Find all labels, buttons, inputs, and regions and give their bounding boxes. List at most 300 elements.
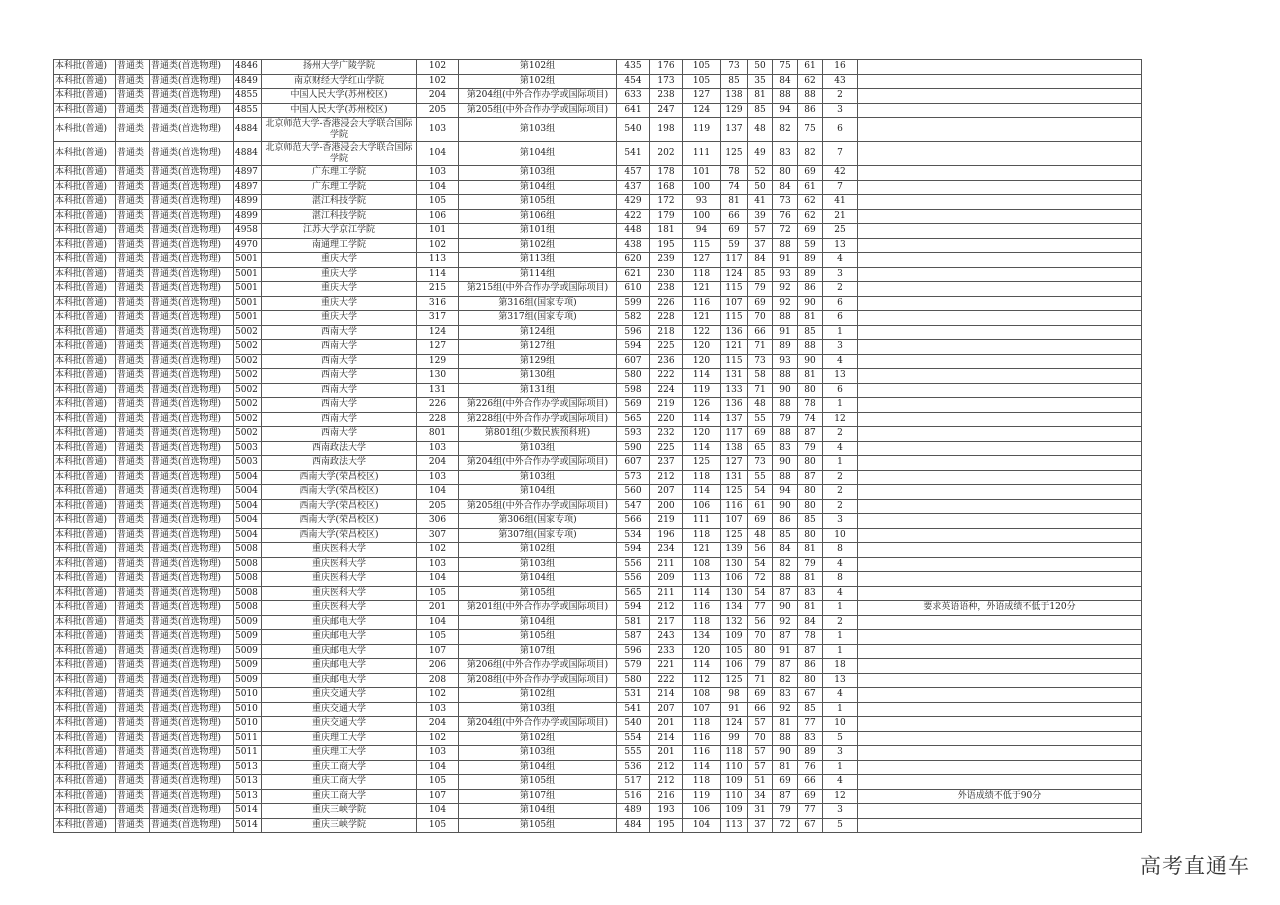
cell-chinese-math: 212 [650,760,683,775]
cell-group-code: 114 [417,267,459,282]
cell-group-code: 103 [417,166,459,181]
cell-foreign-language: 85 [748,267,773,282]
cell-school-code: 5002 [234,340,262,355]
cell-batch: 本科批(普通) [54,253,116,268]
cell-group-code: 129 [417,354,459,369]
cell-subject-type: 普通类(首选物理) [150,369,234,384]
cell-chinese-math: 211 [650,557,683,572]
cell-remarks [858,282,1142,297]
cell-school-name: 北京师范大学-香港浸会大学联合国际学院 [262,142,417,166]
cell-school-code: 5014 [234,804,262,819]
cell-batch: 本科批(普通) [54,499,116,514]
cell-school-name: 西南大学 [262,383,417,398]
cell-subject-type: 普通类(首选物理) [150,209,234,224]
table-row [54,166,1142,181]
cell-remarks [858,441,1142,456]
cell-group-code: 102 [417,238,459,253]
table-row [54,267,1142,282]
cell-rank: 6 [823,296,858,311]
cell-chinese: 114 [683,485,721,500]
cell-foreign-language: 71 [748,383,773,398]
cell-second-subject: 83 [798,586,823,601]
cell-remarks [858,103,1142,118]
cell-group-name: 第317组(国家专项) [459,311,617,326]
table-row [54,103,1142,118]
cell-group-name: 第104组 [459,760,617,775]
cell-school-name: 重庆工商大学 [262,775,417,790]
cell-math: 121 [721,340,748,355]
cell-group-name: 第226组(中外合作办学或国际项目) [459,398,617,413]
cell-total-score: 531 [617,688,650,703]
cell-math: 106 [721,659,748,674]
cell-chinese: 107 [683,702,721,717]
cell-remarks [858,398,1142,413]
cell-chinese: 120 [683,354,721,369]
cell-category: 普通类 [116,118,150,142]
cell-total-score: 547 [617,499,650,514]
cell-group-code: 104 [417,615,459,630]
cell-chinese-math: 237 [650,456,683,471]
cell-total-score: 541 [617,702,650,717]
cell-group-code: 104 [417,180,459,195]
cell-foreign-language: 37 [748,238,773,253]
cell-remarks [858,456,1142,471]
cell-foreign-language: 73 [748,354,773,369]
cell-math: 91 [721,702,748,717]
cell-math: 85 [721,74,748,89]
cell-chinese-math: 195 [650,818,683,833]
cell-first-subject: 76 [773,209,798,224]
cell-second-subject: 90 [798,296,823,311]
cell-remarks [858,499,1142,514]
table-row [54,412,1142,427]
cell-group-code: 105 [417,195,459,210]
cell-subject-type: 普通类(首选物理) [150,427,234,442]
cell-group-name: 第105组 [459,775,617,790]
cell-second-subject: 86 [798,103,823,118]
cell-chinese-math: 193 [650,804,683,819]
cell-rank: 8 [823,543,858,558]
cell-school-code: 5002 [234,354,262,369]
cell-group-name: 第205组(中外合作办学或国际项目) [459,499,617,514]
cell-group-code: 130 [417,369,459,384]
cell-foreign-language: 55 [748,412,773,427]
cell-subject-type: 普通类(首选物理) [150,615,234,630]
cell-first-subject: 91 [773,253,798,268]
table-row [54,209,1142,224]
cell-school-code: 5009 [234,673,262,688]
cell-math: 98 [721,688,748,703]
cell-chinese: 118 [683,615,721,630]
cell-group-name: 第204组(中外合作办学或国际项目) [459,456,617,471]
cell-subject-type: 普通类(首选物理) [150,470,234,485]
table-row [54,702,1142,717]
cell-rank: 4 [823,688,858,703]
cell-category: 普通类 [116,470,150,485]
cell-school-code: 5008 [234,572,262,587]
cell-chinese-math: 201 [650,746,683,761]
cell-rank: 21 [823,209,858,224]
cell-chinese: 112 [683,673,721,688]
cell-group-name: 第105组 [459,818,617,833]
cell-chinese: 104 [683,818,721,833]
cell-chinese: 116 [683,746,721,761]
cell-first-subject: 88 [773,398,798,413]
cell-school-code: 5004 [234,499,262,514]
cell-group-name: 第306组(国家专项) [459,514,617,529]
cell-school-code: 5009 [234,644,262,659]
cell-batch: 本科批(普通) [54,644,116,659]
cell-group-code: 104 [417,804,459,819]
cell-second-subject: 87 [798,470,823,485]
cell-math: 66 [721,209,748,224]
cell-category: 普通类 [116,60,150,75]
cell-chinese-math: 209 [650,572,683,587]
cell-math: 74 [721,180,748,195]
cell-chinese-math: 224 [650,383,683,398]
cell-subject-type: 普通类(首选物理) [150,586,234,601]
cell-rank: 4 [823,253,858,268]
cell-school-code: 5004 [234,514,262,529]
cell-total-score: 621 [617,267,650,282]
cell-chinese: 105 [683,74,721,89]
cell-category: 普通类 [116,180,150,195]
cell-chinese-math: 201 [650,717,683,732]
table-row [54,717,1142,732]
cell-category: 普通类 [116,485,150,500]
cell-first-subject: 82 [773,557,798,572]
cell-total-score: 566 [617,514,650,529]
cell-category: 普通类 [116,398,150,413]
cell-category: 普通类 [116,74,150,89]
table-row [54,659,1142,674]
table-row [54,644,1142,659]
cell-school-name: 重庆交通大学 [262,717,417,732]
table-row [54,325,1142,340]
cell-batch: 本科批(普通) [54,412,116,427]
cell-school-code: 5002 [234,427,262,442]
cell-batch: 本科批(普通) [54,238,116,253]
cell-school-code: 5004 [234,470,262,485]
cell-subject-type: 普通类(首选物理) [150,441,234,456]
cell-math: 115 [721,354,748,369]
cell-chinese-math: 216 [650,789,683,804]
cell-second-subject: 89 [798,267,823,282]
cell-subject-type: 普通类(首选物理) [150,543,234,558]
cell-group-code: 228 [417,412,459,427]
cell-foreign-language: 39 [748,209,773,224]
cell-second-subject: 88 [798,89,823,104]
cell-school-code: 5001 [234,311,262,326]
cell-chinese-math: 218 [650,325,683,340]
cell-chinese-math: 172 [650,195,683,210]
cell-total-score: 556 [617,572,650,587]
cell-chinese-math: 247 [650,103,683,118]
cell-school-name: 西南政法大学 [262,456,417,471]
cell-school-code: 5014 [234,818,262,833]
cell-chinese-math: 211 [650,586,683,601]
cell-batch: 本科批(普通) [54,296,116,311]
cell-school-name: 广东理工学院 [262,166,417,181]
cell-foreign-language: 71 [748,340,773,355]
cell-math: 131 [721,470,748,485]
cell-remarks [858,514,1142,529]
cell-group-code: 226 [417,398,459,413]
cell-remarks [858,311,1142,326]
cell-subject-type: 普通类(首选物理) [150,731,234,746]
cell-school-code: 5013 [234,789,262,804]
cell-total-score: 569 [617,398,650,413]
cell-batch: 本科批(普通) [54,383,116,398]
cell-subject-type: 普通类(首选物理) [150,311,234,326]
table-row [54,369,1142,384]
cell-remarks [858,267,1142,282]
cell-rank: 1 [823,398,858,413]
cell-batch: 本科批(普通) [54,340,116,355]
cell-group-name: 第228组(中外合作办学或国际项目) [459,412,617,427]
cell-foreign-language: 48 [748,118,773,142]
cell-group-name: 第102组 [459,74,617,89]
cell-subject-type: 普通类(首选物理) [150,644,234,659]
cell-subject-type: 普通类(首选物理) [150,499,234,514]
cell-first-subject: 87 [773,630,798,645]
cell-group-name: 第201组(中外合作办学或国际项目) [459,601,617,616]
cell-foreign-language: 35 [748,74,773,89]
cell-math: 107 [721,296,748,311]
cell-remarks [858,209,1142,224]
cell-total-score: 541 [617,142,650,166]
cell-chinese: 119 [683,118,721,142]
cell-chinese: 114 [683,412,721,427]
cell-remarks [858,340,1142,355]
cell-remarks [858,412,1142,427]
table-row [54,775,1142,790]
cell-total-score: 454 [617,74,650,89]
cell-batch: 本科批(普通) [54,195,116,210]
cell-rank: 2 [823,485,858,500]
cell-batch: 本科批(普通) [54,427,116,442]
cell-total-score: 565 [617,586,650,601]
cell-category: 普通类 [116,427,150,442]
cell-school-code: 5002 [234,325,262,340]
cell-first-subject: 83 [773,441,798,456]
cell-batch: 本科批(普通) [54,688,116,703]
cell-total-score: 516 [617,789,650,804]
cell-remarks [858,804,1142,819]
cell-school-code: 5009 [234,615,262,630]
cell-rank: 12 [823,412,858,427]
cell-rank: 2 [823,427,858,442]
cell-batch: 本科批(普通) [54,60,116,75]
cell-batch: 本科批(普通) [54,282,116,297]
admission-score-table [53,59,1142,833]
cell-second-subject: 80 [798,383,823,398]
cell-second-subject: 80 [798,456,823,471]
cell-chinese-math: 228 [650,311,683,326]
cell-total-score: 555 [617,746,650,761]
cell-remarks [858,557,1142,572]
cell-math: 106 [721,572,748,587]
cell-second-subject: 81 [798,311,823,326]
cell-foreign-language: 69 [748,427,773,442]
cell-group-code: 105 [417,818,459,833]
cell-remarks [858,688,1142,703]
cell-school-name: 重庆医科大学 [262,601,417,616]
cell-second-subject: 80 [798,485,823,500]
cell-chinese-math: 178 [650,166,683,181]
cell-first-subject: 81 [773,717,798,732]
cell-chinese: 106 [683,499,721,514]
cell-foreign-language: 49 [748,142,773,166]
cell-chinese-math: 212 [650,775,683,790]
cell-category: 普通类 [116,601,150,616]
cell-group-code: 103 [417,702,459,717]
cell-subject-type: 普通类(首选物理) [150,456,234,471]
cell-batch: 本科批(普通) [54,398,116,413]
cell-remarks [858,673,1142,688]
cell-subject-type: 普通类(首选物理) [150,746,234,761]
cell-math: 136 [721,325,748,340]
cell-first-subject: 90 [773,746,798,761]
cell-foreign-language: 71 [748,673,773,688]
cell-school-code: 5013 [234,760,262,775]
cell-total-score: 457 [617,166,650,181]
cell-group-code: 205 [417,103,459,118]
cell-foreign-language: 70 [748,630,773,645]
cell-batch: 本科批(普通) [54,470,116,485]
cell-rank: 5 [823,818,858,833]
cell-rank: 25 [823,224,858,239]
cell-group-code: 102 [417,688,459,703]
cell-group-code: 107 [417,789,459,804]
cell-group-code: 102 [417,74,459,89]
cell-subject-type: 普通类(首选物理) [150,325,234,340]
cell-remarks [858,238,1142,253]
cell-group-code: 105 [417,775,459,790]
cell-group-name: 第104组 [459,572,617,587]
cell-school-code: 5008 [234,557,262,572]
cell-batch: 本科批(普通) [54,224,116,239]
cell-first-subject: 90 [773,601,798,616]
cell-batch: 本科批(普通) [54,659,116,674]
cell-first-subject: 86 [773,514,798,529]
cell-batch: 本科批(普通) [54,789,116,804]
cell-group-name: 第103组 [459,118,617,142]
cell-group-name: 第208组(中外合作办学或国际项目) [459,673,617,688]
cell-category: 普通类 [116,89,150,104]
cell-subject-type: 普通类(首选物理) [150,296,234,311]
cell-total-score: 422 [617,209,650,224]
table-row [54,804,1142,819]
cell-first-subject: 88 [773,311,798,326]
cell-group-code: 101 [417,224,459,239]
table-row [54,615,1142,630]
cell-batch: 本科批(普通) [54,142,116,166]
cell-math: 59 [721,238,748,253]
table-row [54,60,1142,75]
cell-second-subject: 89 [798,253,823,268]
cell-group-code: 206 [417,659,459,674]
cell-remarks [858,427,1142,442]
cell-chinese: 118 [683,717,721,732]
cell-chinese: 114 [683,659,721,674]
cell-group-name: 第103组 [459,166,617,181]
cell-chinese-math: 176 [650,60,683,75]
cell-remarks [858,325,1142,340]
cell-first-subject: 72 [773,818,798,833]
cell-total-score: 573 [617,470,650,485]
cell-school-code: 5002 [234,383,262,398]
cell-group-name: 第103组 [459,470,617,485]
cell-category: 普通类 [116,818,150,833]
cell-rank: 6 [823,311,858,326]
cell-subject-type: 普通类(首选物理) [150,775,234,790]
table-row [54,485,1142,500]
cell-remarks [858,180,1142,195]
cell-chinese: 94 [683,224,721,239]
cell-math: 132 [721,615,748,630]
cell-remarks [858,383,1142,398]
cell-chinese: 120 [683,340,721,355]
cell-group-code: 104 [417,485,459,500]
cell-category: 普通类 [116,311,150,326]
table-row [54,118,1142,142]
cell-group-name: 第106组 [459,209,617,224]
cell-category: 普通类 [116,760,150,775]
cell-foreign-language: 55 [748,470,773,485]
cell-category: 普通类 [116,195,150,210]
cell-chinese-math: 207 [650,702,683,717]
cell-first-subject: 73 [773,195,798,210]
cell-chinese-math: 232 [650,427,683,442]
cell-remarks [858,746,1142,761]
cell-second-subject: 69 [798,789,823,804]
cell-second-subject: 69 [798,166,823,181]
cell-remarks [858,166,1142,181]
cell-subject-type: 普通类(首选物理) [150,340,234,355]
cell-batch: 本科批(普通) [54,818,116,833]
cell-foreign-language: 85 [748,103,773,118]
cell-first-subject: 91 [773,644,798,659]
cell-group-name: 第102组 [459,731,617,746]
cell-foreign-language: 73 [748,456,773,471]
cell-chinese-math: 207 [650,485,683,500]
cell-school-name: 重庆邮电大学 [262,615,417,630]
cell-group-name: 第103组 [459,702,617,717]
cell-total-score: 437 [617,180,650,195]
cell-first-subject: 88 [773,89,798,104]
cell-chinese: 116 [683,601,721,616]
cell-group-code: 103 [417,118,459,142]
cell-school-code: 4958 [234,224,262,239]
cell-subject-type: 普通类(首选物理) [150,118,234,142]
cell-remarks [858,702,1142,717]
cell-second-subject: 59 [798,238,823,253]
cell-group-code: 204 [417,89,459,104]
cell-remarks [858,644,1142,659]
cell-category: 普通类 [116,543,150,558]
cell-first-subject: 93 [773,267,798,282]
cell-subject-type: 普通类(首选物理) [150,528,234,543]
cell-rank: 4 [823,354,858,369]
cell-school-code: 5001 [234,282,262,297]
cell-group-name: 第105组 [459,630,617,645]
cell-chinese: 106 [683,804,721,819]
table-row [54,818,1142,833]
cell-remarks [858,543,1142,558]
cell-chinese: 113 [683,572,721,587]
table-row [54,514,1142,529]
